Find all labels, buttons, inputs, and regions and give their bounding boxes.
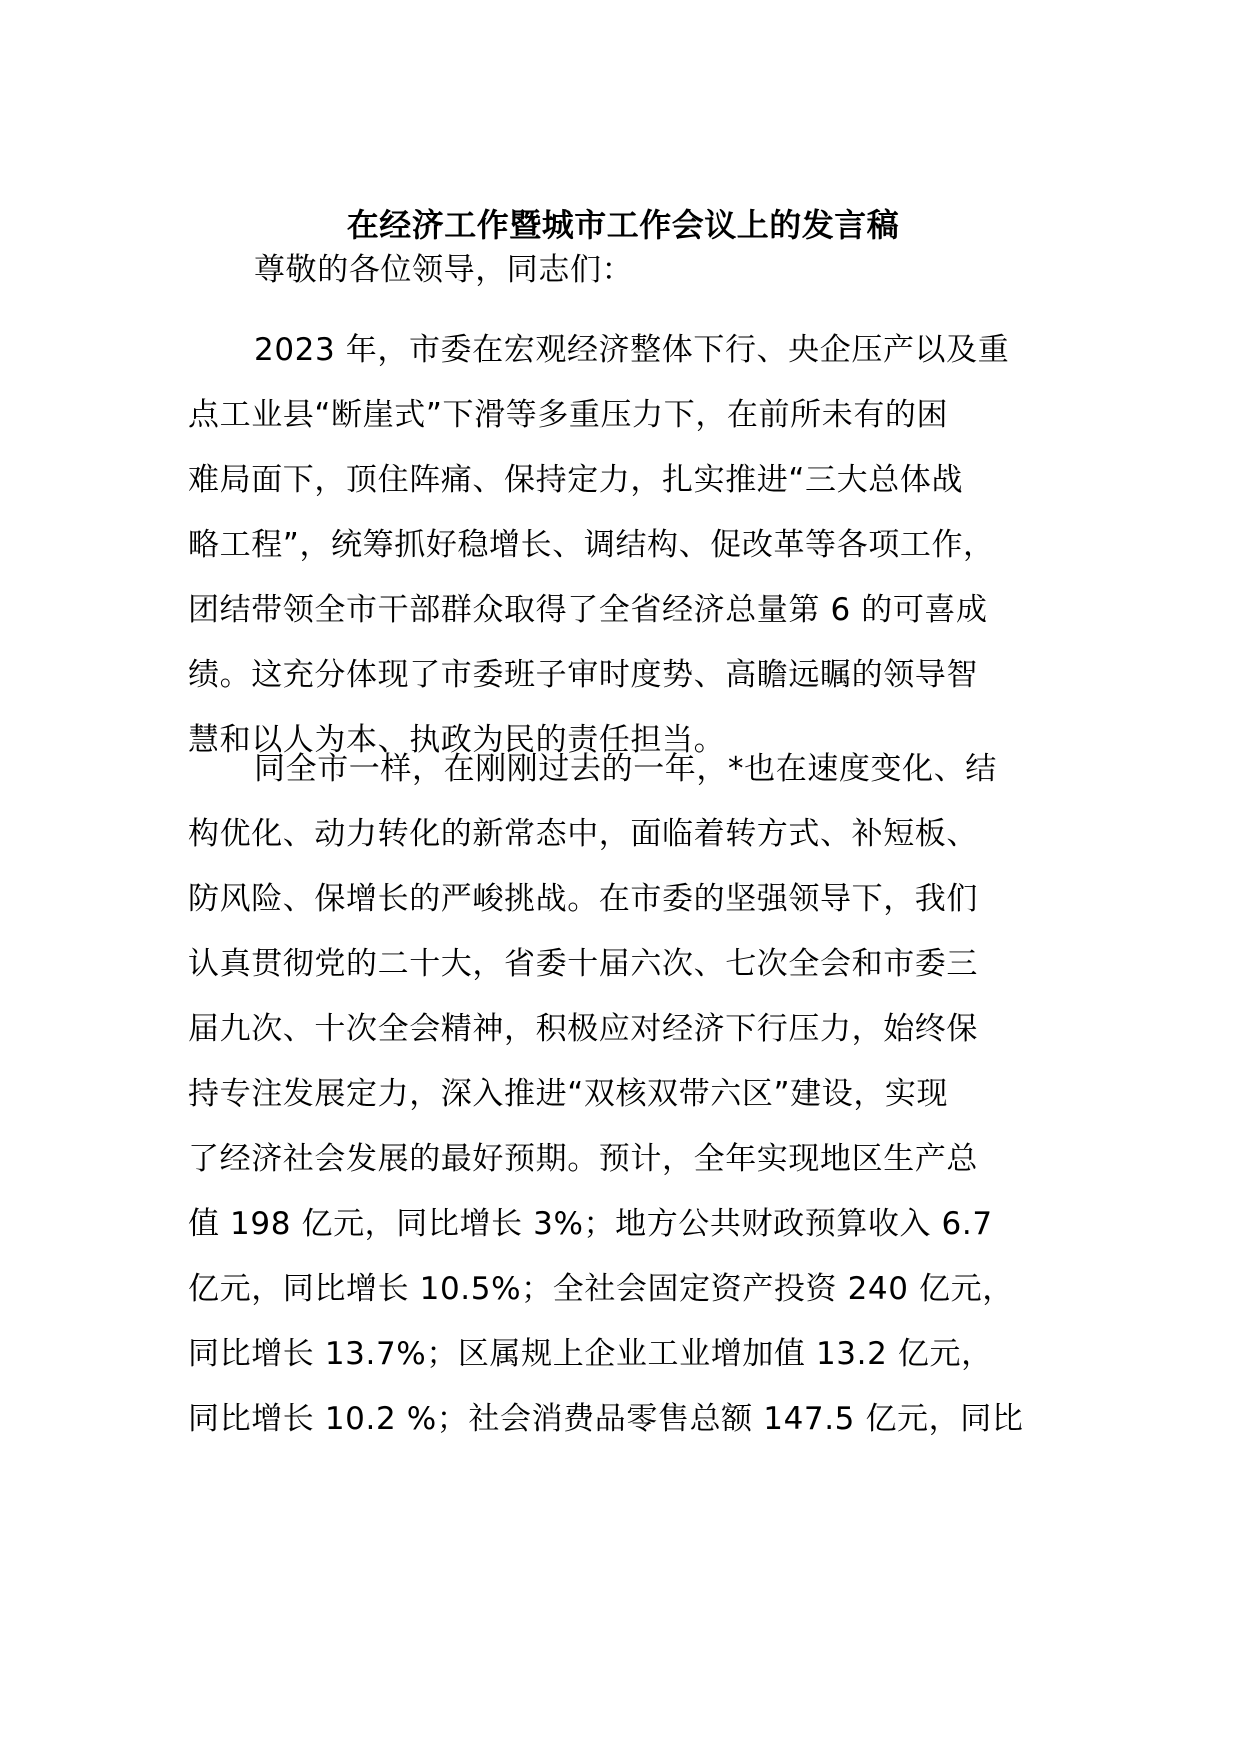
paragraph-line: 慧和以人为本、执政为民的责任担当。 [188,722,726,758]
document-page [188,200,1058,1437]
paragraph-line: 值 198 亿元，同比增长 3%；地方公共财政预算收入 6.7 [188,1206,993,1242]
paragraph-line: 防风险、保增长的严峻挑战。在市委的坚强领导下，我们 [188,881,978,917]
paragraph-1 [188,318,1058,773]
paragraph-line: 略工程”，统筹抓好稳增长、调结构、促改革等各项工作， [188,527,995,563]
paragraph-line: 构优化、动力转化的新常态中，面临着转方式、补短板、 [188,816,978,852]
paragraph-2 [188,737,1058,1452]
document-title: 在经济工作暨城市工作会议上的发言稿 [346,206,900,244]
paragraph-line: 点工业县“断崖式”下滑等多重压力下，在前所未有的困 [188,397,949,433]
paragraph-line: 届九次、十次全会精神，积极应对经济下行压力，始终保 [188,1011,978,1047]
paragraph-line: 团结带领全市干部群众取得了全省经济总量第 6 的可喜成 [188,592,988,628]
paragraph-line: 难局面下，顶住阵痛、保持定力，扎实推进“三大总体战 [188,462,964,498]
greeting: 尊敬的各位领导，同志们： [254,252,634,288]
paragraph-line: 持专注发展定力，深入推进“双核双带六区”建设，实现 [188,1076,949,1112]
paragraph-line: 同全市一样，在刚刚过去的一年，*也在速度变化、结 [254,751,997,787]
paragraph-line: 同比增长 13.7%；区属规上企业工业增加值 13.2 亿元， [188,1336,993,1372]
paragraph-line: 认真贯彻党的二十大，省委十届六次、七次全会和市委三 [188,946,978,982]
paragraph-line: 2023 年，市委在宏观经济整体下行、央企压产以及重 [254,332,1010,368]
paragraph-line: 绩。这充分体现了市委班子审时度势、高瞻远瞩的领导智 [188,657,978,693]
paragraph-line: 了经济社会发展的最好预期。预计，全年实现地区生产总 [188,1141,978,1177]
paragraph-line: 同比增长 10.2 %；社会消费品零售总额 147.5 亿元，同比 [188,1401,1024,1437]
paragraph-line: 亿元，同比增长 10.5%；全社会固定资产投资 240 亿元， [188,1271,1014,1307]
